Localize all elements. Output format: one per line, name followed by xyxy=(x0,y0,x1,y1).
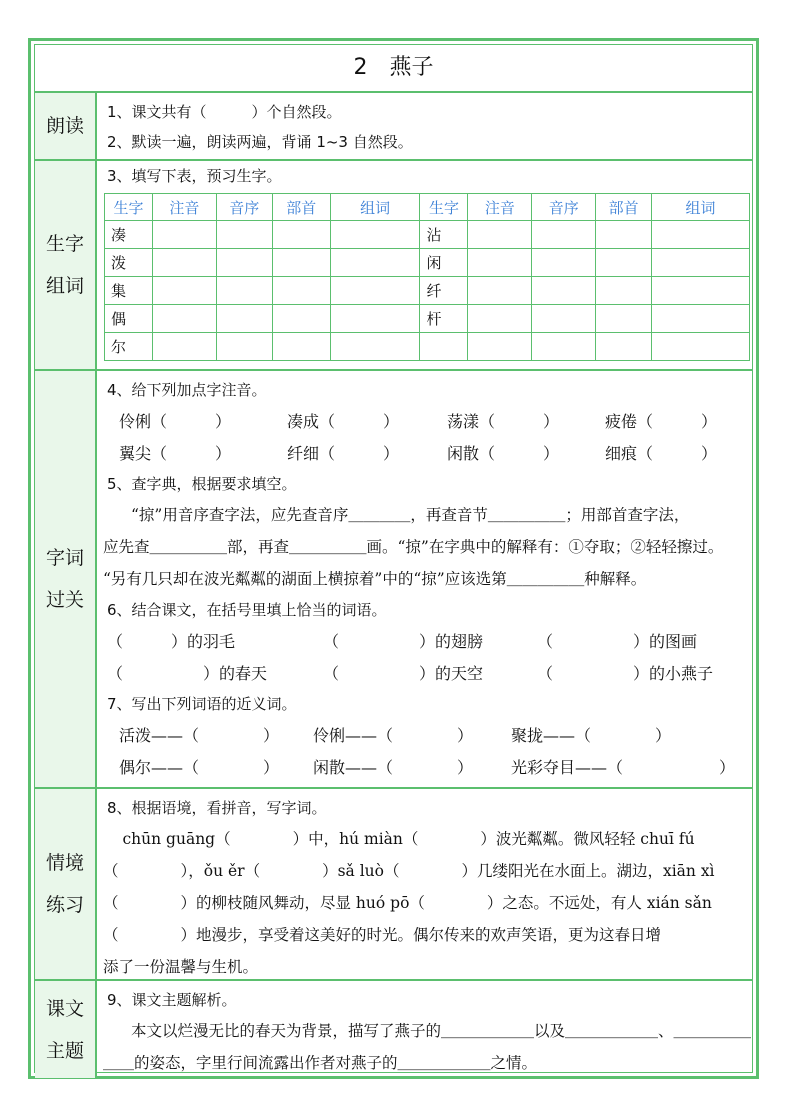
worksheet xyxy=(28,38,759,1079)
table-header: 部首 xyxy=(272,194,330,221)
q4-item: 疲倦（ ） xyxy=(605,412,718,431)
table-header-row xyxy=(105,194,750,221)
section-label-text: 情境 xyxy=(45,852,84,874)
table-row xyxy=(105,333,750,361)
blank-cell[interactable] xyxy=(152,221,216,249)
question-9: 9、课文主题解析。 xyxy=(107,991,237,1009)
question-7: 7、写出下列词语的近义词。 xyxy=(107,695,297,713)
blank-cell[interactable] xyxy=(330,277,420,305)
q4-item: 纤细（ ） xyxy=(287,444,400,463)
section-chars xyxy=(35,161,752,371)
blank-cell[interactable] xyxy=(596,333,652,361)
q5-text: “另有几只却在波光粼粼的湖面上横掠着”中的“掠”应该选第＿＿＿＿＿种解释。 xyxy=(103,570,647,588)
section-label-text: 字词 xyxy=(45,547,84,569)
q7-item: 伶俐——（ ） xyxy=(313,726,474,745)
q4-item: 闲散（ ） xyxy=(447,444,560,463)
blank-cell[interactable] xyxy=(330,249,420,277)
blank-cell[interactable] xyxy=(468,305,532,333)
blank-cell[interactable] xyxy=(468,249,532,277)
blank-cell[interactable] xyxy=(216,333,272,361)
q6-row xyxy=(107,657,746,689)
q7-row xyxy=(107,719,746,751)
section-label-text: 朗读 xyxy=(45,115,84,137)
table-header: 生字 xyxy=(420,194,468,221)
q5-line xyxy=(103,531,746,563)
table-header: 注音 xyxy=(152,194,216,221)
char-cell: 纤 xyxy=(420,277,468,305)
char-cell: 沾 xyxy=(420,221,468,249)
q5-text: “掠”用音序查字法，应先查音序＿＿＿＿，再查音节＿＿＿＿＿；用部首查字法， xyxy=(131,506,690,524)
blank-cell[interactable] xyxy=(652,249,750,277)
q9-text: ＿＿的姿态，字里行间流露出作者对燕子的＿＿＿＿＿＿之情。 xyxy=(103,1054,538,1072)
question-5: 5、查字典，根据要求填空。 xyxy=(107,475,297,493)
section-label-text: 主题 xyxy=(45,1039,84,1062)
section-label-text: 课文 xyxy=(45,997,84,1020)
section-label-text: 练习 xyxy=(45,894,84,916)
q4-item: 翼尖（ ） xyxy=(119,444,232,463)
q7-item: 聚拢——（ ） xyxy=(511,726,672,745)
table-row xyxy=(105,221,750,249)
q8-line xyxy=(103,951,746,983)
blank-cell[interactable] xyxy=(272,221,330,249)
q8-text: 添了一份温馨与生机。 xyxy=(103,958,259,976)
q6-item: （ ）的春天 xyxy=(107,664,268,683)
q4-item: 细痕（ ） xyxy=(605,444,718,463)
blank-cell[interactable] xyxy=(652,221,750,249)
question-3: 3、填写下表，预习生字。 xyxy=(107,167,282,185)
section-words xyxy=(35,371,752,789)
blank-cell[interactable] xyxy=(652,333,750,361)
question-2: 2、默读一遍，朗读两遍，背诵 1~3 自然段。 xyxy=(107,133,413,151)
blank-cell[interactable] xyxy=(532,277,596,305)
q9-line xyxy=(107,1015,752,1047)
q9-line xyxy=(103,1047,746,1079)
question-1: 1、课文共有（ ）个自然段。 xyxy=(107,103,342,121)
blank-cell[interactable] xyxy=(532,305,596,333)
table-header: 组词 xyxy=(652,194,750,221)
q5-line xyxy=(103,563,746,595)
section-label-text: 组词 xyxy=(45,275,84,297)
q4-item: 荡漾（ ） xyxy=(447,412,560,431)
blank-cell[interactable] xyxy=(330,221,420,249)
blank-cell[interactable] xyxy=(216,221,272,249)
blank-cell[interactable] xyxy=(652,305,750,333)
char-cell: 集 xyxy=(105,277,153,305)
blank-cell[interactable] xyxy=(152,249,216,277)
section-label xyxy=(35,789,97,979)
section-label xyxy=(35,371,97,787)
blank-cell[interactable] xyxy=(532,333,596,361)
question-6: 6、结合课文，在括号里填上恰当的词语。 xyxy=(107,601,387,619)
q6-item: （ ）的小燕子 xyxy=(537,664,714,683)
char-cell xyxy=(420,333,468,361)
blank-cell[interactable] xyxy=(532,249,596,277)
q8-text: chūn guāng（ ）中，hú miàn（ ）波光粼粼。微风轻轻 chuī fú xyxy=(107,830,695,848)
q6-item: （ ）的图画 xyxy=(537,632,698,651)
q6-item: （ ）的天空 xyxy=(323,664,484,683)
q4-item: 凑成（ ） xyxy=(287,412,400,431)
char-cell: 闲 xyxy=(420,249,468,277)
q9-text: 本文以烂漫无比的春天为背景，描写了燕子的＿＿＿＿＿＿以及＿＿＿＿＿＿、＿＿＿＿＿ xyxy=(131,1022,752,1040)
char-cell: 泼 xyxy=(105,249,153,277)
blank-cell[interactable] xyxy=(152,277,216,305)
section-label-text: 生字 xyxy=(45,233,84,255)
blank-cell[interactable] xyxy=(216,277,272,305)
table-header: 生字 xyxy=(105,194,153,221)
section-label-text: 过关 xyxy=(45,589,84,611)
q8-text: （ ），ǒu ěr（ ）sǎ luò（ ）几缕阳光在水面上。湖边，xiān xì xyxy=(103,862,715,880)
q7-item: 闲散——（ ） xyxy=(313,758,474,777)
table-row xyxy=(105,305,750,333)
blank-cell[interactable] xyxy=(272,305,330,333)
q8-line xyxy=(103,855,746,887)
q7-item: 活泼——（ ） xyxy=(119,726,280,745)
table-header: 组词 xyxy=(330,194,420,221)
q4-row xyxy=(107,405,746,437)
q4-row xyxy=(107,437,746,469)
q6-item: （ ）的羽毛 xyxy=(107,632,236,651)
q4-item: 伶俐（ ） xyxy=(119,412,232,431)
question-8: 8、根据语境，看拼音，写字词。 xyxy=(107,799,327,817)
table-row xyxy=(105,277,750,305)
q7-item: 光彩夺目——（ ） xyxy=(511,758,736,777)
char-cell: 偶 xyxy=(105,305,153,333)
table-header: 音序 xyxy=(532,194,596,221)
q5-line xyxy=(107,499,746,531)
section-label xyxy=(35,93,97,159)
section-label xyxy=(35,981,97,1078)
table-header: 音序 xyxy=(216,194,272,221)
q5-text: 应先查＿＿＿＿＿部，再查＿＿＿＿＿画。“掠”在字典中的解释有：①夺取；②轻轻擦过。 xyxy=(103,538,724,556)
q8-text: （ ）的柳枝随风舞动，尽显 huó pō（ ）之态。不远处，有人 xián sǎn xyxy=(103,894,712,912)
page-title: 2 燕子 xyxy=(35,45,752,93)
blank-cell[interactable] xyxy=(596,305,652,333)
section-context xyxy=(35,789,752,981)
q7-item: 偶尔——（ ） xyxy=(119,758,280,777)
section-theme xyxy=(35,981,752,1078)
q8-line xyxy=(103,887,746,919)
table-header: 部首 xyxy=(596,194,652,221)
blank-cell[interactable] xyxy=(596,277,652,305)
blank-cell[interactable] xyxy=(272,277,330,305)
q8-line xyxy=(103,919,746,951)
blank-cell[interactable] xyxy=(596,249,652,277)
table-row xyxy=(105,249,750,277)
blank-cell[interactable] xyxy=(272,249,330,277)
char-cell: 尔 xyxy=(105,333,153,361)
blank-cell[interactable] xyxy=(468,333,532,361)
table-header: 注音 xyxy=(468,194,532,221)
worksheet-frame xyxy=(34,44,753,1073)
blank-cell[interactable] xyxy=(330,333,420,361)
q8-text: （ ）地漫步，享受着这美好的时光。偶尔传来的欢声笑语，更为这春日增 xyxy=(103,926,662,944)
char-table xyxy=(104,193,750,361)
blank-cell[interactable] xyxy=(152,305,216,333)
blank-cell[interactable] xyxy=(330,305,420,333)
blank-cell[interactable] xyxy=(468,221,532,249)
blank-cell[interactable] xyxy=(532,221,596,249)
q6-item: （ ）的翅膀 xyxy=(323,632,484,651)
char-cell: 杆 xyxy=(420,305,468,333)
blank-cell[interactable] xyxy=(216,305,272,333)
char-cell: 凑 xyxy=(105,221,153,249)
blank-cell[interactable] xyxy=(272,333,330,361)
blank-cell[interactable] xyxy=(152,333,216,361)
section-label xyxy=(35,161,97,369)
blank-cell[interactable] xyxy=(468,277,532,305)
blank-cell[interactable] xyxy=(596,221,652,249)
q7-row xyxy=(107,751,746,783)
section-read xyxy=(35,93,752,161)
q8-line xyxy=(107,823,746,855)
question-4: 4、给下列加点字注音。 xyxy=(107,381,267,399)
blank-cell[interactable] xyxy=(216,249,272,277)
q6-row xyxy=(107,625,746,657)
blank-cell[interactable] xyxy=(652,277,750,305)
